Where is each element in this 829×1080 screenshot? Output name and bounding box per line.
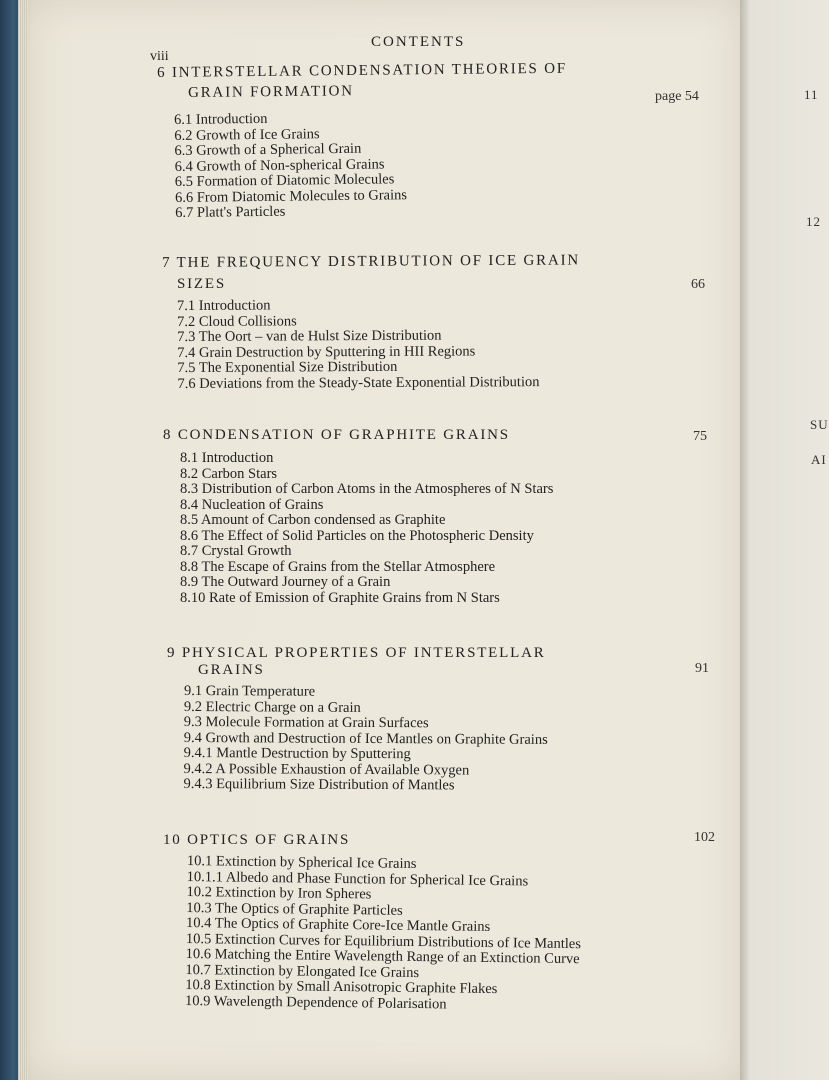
adjacent-page-number: 12 <box>806 214 821 229</box>
section-entry: 8.1 Introduction <box>180 450 274 466</box>
section-entry: 6.3 Growth of a Spherical Grain <box>174 140 362 159</box>
section-entry: 6.5 Formation of Diatomic Molecules <box>174 171 395 190</box>
section-entry: 7.1 Introduction <box>176 297 271 314</box>
chapter-title-continued: GRAIN FORMATION <box>188 83 354 101</box>
section-entry: 10.2 Extinction by Iron Spheres <box>186 883 372 903</box>
chapter-title: 9 PHYSICAL PROPERTIES OF INTERSTELLAR <box>167 645 546 661</box>
section-list <box>177 297 540 392</box>
section-entry: 7.5 The Exponential Size Distribution <box>177 358 398 376</box>
section-entry: 7.2 Cloud Collisions <box>177 312 297 330</box>
chapter-page-number: 102 <box>694 830 715 845</box>
adjacent-page-fragment: AI <box>811 452 827 467</box>
adjacent-page <box>740 0 829 1080</box>
page-stack-edges <box>18 0 28 1080</box>
chapter-title: 6 INTERSTELLAR CONDENSATION THEORIES OF <box>157 60 568 81</box>
chapter-title-continued: SIZES <box>177 276 227 292</box>
page-title: CONTENTS <box>371 34 466 50</box>
section-entry: 10.4 The Optics of Graphite Core-Ice Mantle Grains <box>185 914 491 935</box>
section-entry: 8.7 Crystal Growth <box>180 543 292 559</box>
chapter-page-number: 75 <box>693 429 707 444</box>
section-entry: 10.1 Extinction by Spherical Ice Grains <box>186 853 417 873</box>
section-entry: 10.7 Extinction by Elongated Ice Grains <box>185 961 420 981</box>
section-entry: 6.6 From Diatomic Molecules to Grains <box>174 186 408 206</box>
section-entry: 9.4.3 Equilibrium Size Distribution of Mantles <box>183 775 455 794</box>
section-entry: 8.3 Distribution of Carbon Atoms in the Atmospheres of N Stars <box>180 481 554 497</box>
chapter-title: 7 THE FREQUENCY DISTRIBUTION OF ICE GRAIN <box>162 252 581 271</box>
chapter-page-number: page 54 <box>655 89 699 104</box>
section-list <box>174 110 407 221</box>
adjacent-page-fragment: SU <box>810 417 829 432</box>
section-entry: 10.6 Matching the Entire Wavelength Range of an Extinction Curve <box>185 945 580 968</box>
section-entry: 10.3 The Optics of Graphite Particles <box>186 899 403 919</box>
chapter-title: 10 OPTICS OF GRAINS <box>163 832 351 848</box>
section-entry: 9.4.1 Mantle Destruction by Sputtering <box>183 744 411 763</box>
section-list <box>180 451 553 606</box>
section-entry: 10.9 Wavelength Dependence of Polarisation <box>184 992 447 1012</box>
chapter-page-number: 66 <box>691 277 705 292</box>
section-entry: 10.1.1 Albedo and Phase Function for Spherical Ice Grains <box>186 868 529 889</box>
section-entry: 10.5 Extinction Curves for Equilibrium Distributions of Ice Mantles <box>185 930 582 952</box>
section-entry: 9.2 Electric Charge on a Grain <box>183 698 361 716</box>
section-entry: 6.7 Platt's Particles <box>175 203 286 221</box>
chapter-title-continued: GRAINS <box>198 662 265 678</box>
section-entry: 8.10 Rate of Emission of Graphite Grains from N Stars <box>180 589 500 606</box>
chapter-title: 8 CONDENSATION OF GRAPHITE GRAINS <box>163 427 510 443</box>
section-list <box>185 854 582 1014</box>
adjacent-page-number: 11 <box>804 87 819 102</box>
chapter-page-number: 91 <box>695 661 709 676</box>
section-entry: 9.1 Grain Temperature <box>183 683 316 700</box>
section-entry: 6.2 Growth of Ice Grains <box>174 125 320 144</box>
section-entry: 7.4 Grain Destruction by Sputtering in HII Regions <box>177 342 476 361</box>
section-entry: 10.8 Extinction by Small Anisotropic Graphite Flakes <box>185 976 498 998</box>
section-list <box>183 684 548 794</box>
section-entry: 8.8 The Escape of Grains from the Stellar Atmosphere <box>180 558 496 575</box>
section-entry: 7.6 Deviations from the Steady-State Exponential Distribution <box>177 373 540 392</box>
section-entry: 8.4 Nucleation of Grains <box>180 496 324 513</box>
section-entry: 9.3 Molecule Formation at Grain Surfaces <box>183 713 429 732</box>
section-entry: 8.9 The Outward Journey of a Grain <box>180 574 391 590</box>
section-entry: 9.4 Growth and Destruction of Ice Mantles on Graphite Grains <box>183 729 548 748</box>
section-entry: 8.6 The Effect of Solid Particles on the Photospheric Density <box>180 527 534 544</box>
section-entry: 6.1 Introduction <box>173 110 268 128</box>
section-entry: 8.5 Amount of Carbon condensed as Graphite <box>180 512 446 528</box>
section-entry: 7.3 The Oort – van de Hulst Size Distribution <box>177 327 442 345</box>
section-entry: 6.4 Growth of Non-spherical Grains <box>174 155 385 175</box>
section-entry: 8.2 Carbon Stars <box>180 465 278 482</box>
section-entry: 9.4.2 A Possible Exhaustion of Available Oxygen <box>183 760 470 778</box>
folio-number: viii <box>150 49 169 64</box>
